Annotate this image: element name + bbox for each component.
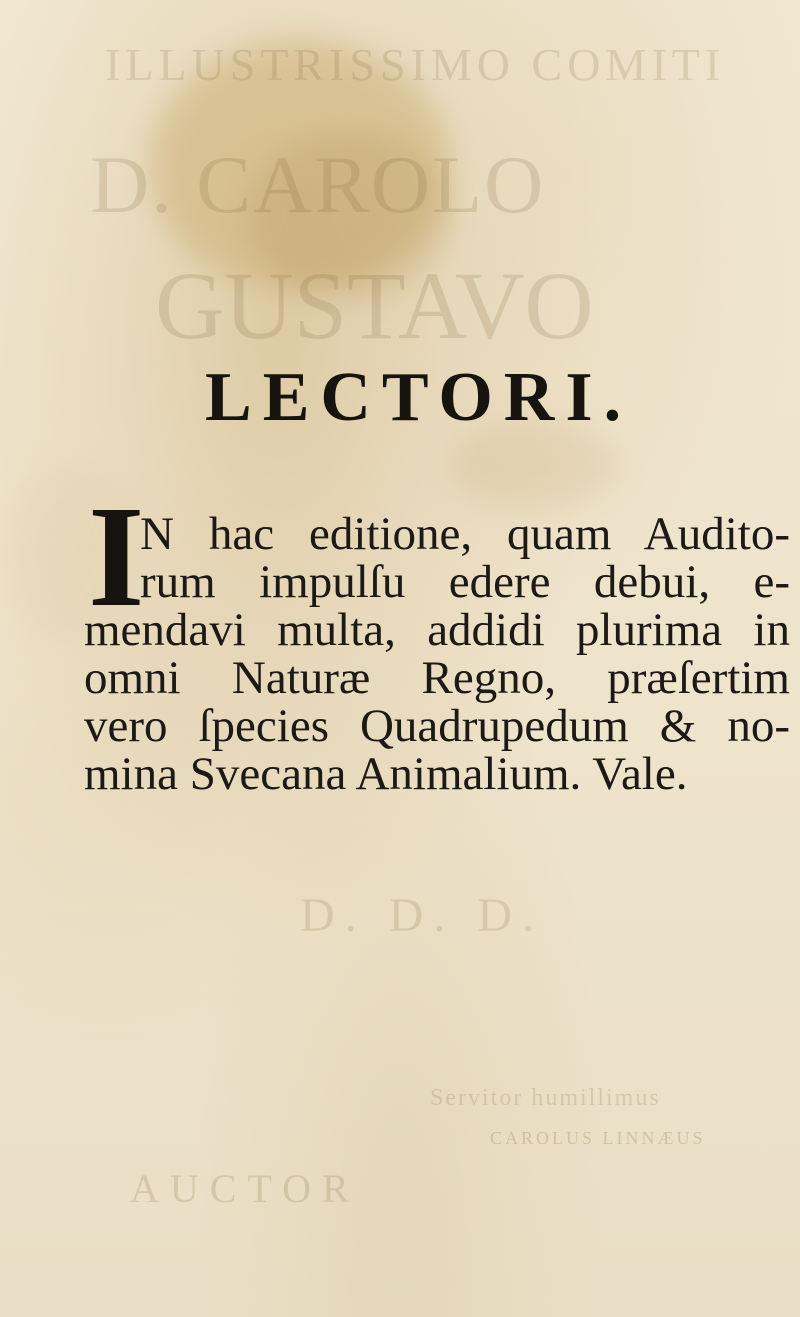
- paragraph-line: rum impulſu edere debui, e-: [140, 556, 790, 608]
- drop-cap: I: [88, 477, 145, 637]
- page-heading: LECTORI.: [205, 359, 633, 436]
- bleed-through-text: AUCTOR: [130, 1166, 360, 1211]
- paragraph-line: mina Svecana Animalium. Vale.: [84, 748, 688, 800]
- bleed-through-text: D. D. D.: [300, 889, 544, 942]
- paragraph-line: N hac editione, quam Audito-: [140, 508, 790, 560]
- bleed-through-text: Servitor humillimus: [430, 1085, 661, 1111]
- prefatory-paragraph: [84, 477, 790, 822]
- paragraph-line: vero ſpecies Quadrupedum & no-: [84, 700, 790, 752]
- bleed-through-text: D. CAROLO: [90, 139, 546, 230]
- bleed-through-text: GUSTAVO: [155, 252, 594, 359]
- paragraph-line: omni Naturæ Regno, præſertim: [84, 652, 790, 704]
- bleed-through-text: CAROLUS LINNÆUS: [490, 1128, 706, 1148]
- bleed-through-text: ILLUSTRISSIMO COMITI: [105, 39, 726, 90]
- paragraph-line: mendavi multa, addidi plurima in: [84, 604, 790, 656]
